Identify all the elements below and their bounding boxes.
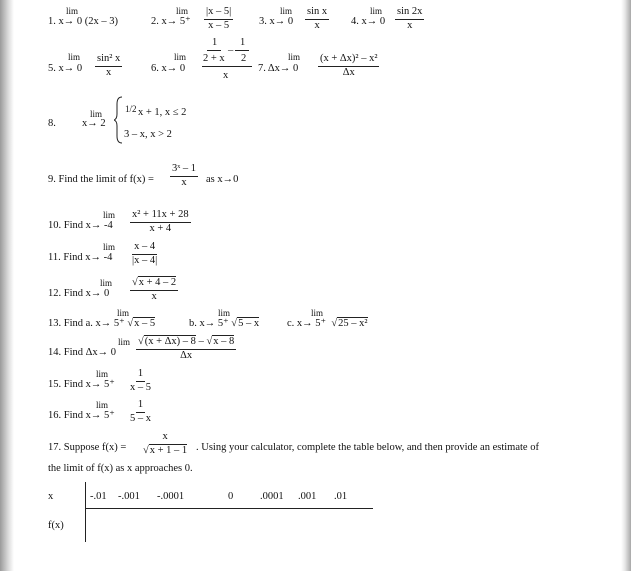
table-x-value: 0 bbox=[228, 491, 234, 502]
problem-13-a: 13. Find a. x→ 5⁺ √x – 5 bbox=[48, 318, 156, 329]
problem-5-fraction: $\frac{\text{sin² x}}{x}$ bbox=[97, 53, 121, 78]
lim-label: lim bbox=[218, 308, 231, 318]
problem-9-text: 9. Find the limit of f(x) = bbox=[48, 174, 154, 185]
problem-16: 16. Find x→ 5⁺ bbox=[48, 410, 115, 421]
table-vertical-rule bbox=[85, 482, 86, 542]
table-horizontal-rule bbox=[85, 508, 373, 509]
problem-15-fraction: $\frac{1}{x - 5}$ bbox=[130, 368, 151, 393]
problem-13-b: b. x→ 5⁺ √5 – x bbox=[189, 318, 260, 329]
problem-6-minus: – bbox=[228, 45, 234, 56]
piecewise-brace bbox=[114, 96, 124, 144]
problem-9-fraction: $\frac{\text{3ˣ – 1}}{x}$ bbox=[172, 163, 197, 188]
problem-3: 3. x→ 0 bbox=[259, 16, 294, 27]
problem-17-text-b: . Using your calculator, complete the table below, and then provide an estimate of bbox=[196, 442, 539, 453]
problem-6-two: 2 bbox=[241, 53, 247, 64]
table-fx-label: f(x) bbox=[48, 520, 64, 531]
lim-label: lim bbox=[288, 52, 301, 62]
problem-7-fraction: $\frac{\text{(x + Δx)² – x²}}{\Delta x}$ bbox=[320, 53, 378, 78]
lim-label: lim bbox=[100, 278, 113, 288]
lim-label: lim bbox=[176, 6, 189, 16]
table-x-value: .0001 bbox=[260, 491, 284, 502]
lim-label: lim bbox=[280, 6, 293, 16]
problem-2-fraction: $\frac{|x - 5|}{x - 5}$ bbox=[206, 6, 232, 31]
table-x-value: -.001 bbox=[118, 491, 140, 502]
problem-12: 12. Find x→ 0 bbox=[48, 288, 110, 299]
problem-7: 7. Δx→ 0 bbox=[258, 63, 299, 74]
problem-5: 5. x→ 0 bbox=[48, 63, 83, 74]
problem-12-fraction: $\frac{√x + 4 - 2}{x}$ bbox=[132, 277, 177, 302]
problem-10: 10. Find x→ -4 bbox=[48, 220, 113, 231]
problem-4-fraction: $\frac{\sin 2x}{x}$ bbox=[397, 6, 423, 31]
problem-15: 15. Find x→ 5⁺ bbox=[48, 379, 115, 390]
problem-8-arrow: x→ 2 bbox=[82, 118, 106, 129]
lim-label: lim bbox=[174, 52, 187, 62]
problem-6: 6. x→ 0 bbox=[151, 63, 186, 74]
page-shadow-right bbox=[621, 0, 631, 571]
problem-1: 1. x→ 0 (2x – 3) bbox=[48, 16, 118, 27]
problem-14-fraction: $\frac{√(x + \Delta x) - 8 - √x - 8}{\Delta x}$ bbox=[138, 336, 235, 361]
problem-14: 14. Find Δx→ 0 bbox=[48, 347, 117, 358]
piecewise-case-1-fraction: 1/2 bbox=[125, 104, 137, 114]
table-x-value: -.01 bbox=[90, 491, 107, 502]
problem-6-main-fraction-bar bbox=[202, 66, 252, 67]
lim-label: lim bbox=[96, 369, 109, 379]
lim-label: lim bbox=[68, 52, 81, 62]
problem-3-fraction: $\frac{\text{sin x}}{x}$ bbox=[307, 6, 328, 31]
problem-17-text-c: the limit of f(x) as x approaches 0. bbox=[48, 463, 193, 474]
problem-6-numer-one: 1 bbox=[212, 37, 218, 48]
table-x-label: x bbox=[48, 491, 54, 502]
lim-label: lim bbox=[103, 210, 116, 220]
problem-16-fraction: $\frac{1}{5 - x}$ bbox=[130, 399, 151, 424]
lim-label: lim bbox=[90, 109, 103, 119]
page-shadow-left bbox=[0, 0, 14, 571]
lim-label: lim bbox=[118, 337, 131, 347]
problem-6-numer-mid: 2 + x bbox=[203, 53, 225, 64]
lim-label: lim bbox=[370, 6, 383, 16]
problem-11-fraction: $\frac{x - 4}{|x - 4|}$ bbox=[132, 241, 158, 266]
problem-6-inner-fraction-bar bbox=[235, 50, 249, 51]
problem-17-text: 17. Suppose f(x) = bbox=[48, 442, 127, 453]
problem-6-inner-fraction-bar bbox=[207, 50, 221, 51]
lim-label: lim bbox=[311, 308, 324, 318]
problem-4: 4. x→ 0 bbox=[351, 16, 386, 27]
table-x-value: .01 bbox=[334, 491, 348, 502]
lim-label: lim bbox=[117, 308, 130, 318]
problem-6-numer-one-b: 1 bbox=[240, 37, 246, 48]
problem-13-c: c. x→ 5⁺ √25 – x² bbox=[287, 318, 368, 329]
problem-6-denom: x bbox=[223, 70, 229, 81]
piecewise-case-1: x + 1, x ≤ 2 bbox=[138, 107, 187, 118]
table-x-value: .001 bbox=[298, 491, 317, 502]
problem-8-number: 8. bbox=[48, 118, 56, 129]
lim-label: lim bbox=[103, 242, 116, 252]
lim-label: lim bbox=[66, 6, 79, 16]
piecewise-case-2: 3 – x, x > 2 bbox=[124, 129, 172, 140]
problem-10-fraction: $\frac{\text{x² + 11x + 28}}{x + 4}$ bbox=[132, 209, 189, 234]
table-x-value: -.0001 bbox=[157, 491, 185, 502]
problem-17-fraction: $\frac{x}{√x + 1 - 1}$ bbox=[143, 431, 188, 456]
problem-2: 2. x→ 5⁺ bbox=[151, 16, 191, 27]
problem-9-text-b: as x→0 bbox=[206, 174, 239, 185]
lim-label: lim bbox=[96, 400, 109, 410]
problem-11: 11. Find x→ -4 bbox=[48, 252, 113, 263]
